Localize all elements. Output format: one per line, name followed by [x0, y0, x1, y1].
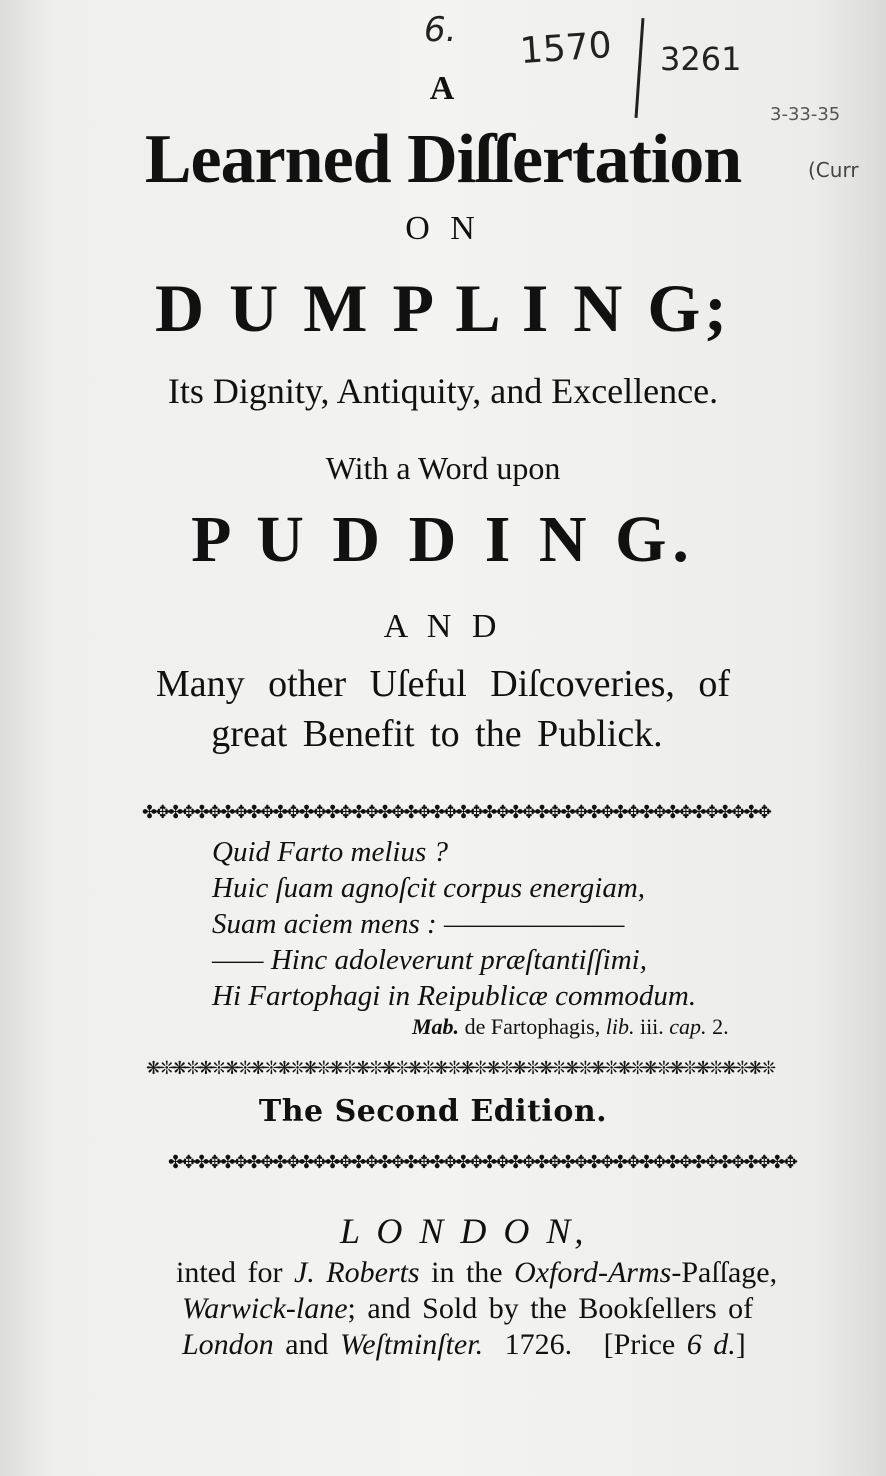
imprint-line1-mid: in the — [431, 1256, 503, 1289]
imprint-city-westminster: Weſtminſter. — [340, 1328, 484, 1361]
title-tail-line2: great Benefit to the Publick. — [211, 713, 663, 755]
imprint-price-value: 6 d. — [686, 1328, 736, 1361]
imprint-city: L O N D O N, — [340, 1211, 588, 1251]
imprint-line1-pre: inted for — [176, 1256, 283, 1289]
epigraph-line-2: Huic ſuam agnoſcit corpus energiam, — [212, 872, 646, 904]
imprint-line-3 — [182, 1328, 746, 1362]
epigraph-attribution — [412, 1014, 729, 1040]
epigraph — [212, 834, 772, 1014]
epigraph-line-1: Quid Farto melius ? — [212, 836, 449, 868]
attribution-chapter: cap. — [669, 1014, 707, 1039]
ornament-rule-top: ✤✥✤✥✤✥✤✥✤✥✤✥✤✥✤✥✤✥✤✥✤✥✤✥✤✥✤✥✤✥✤✥✤✥✤✥✤✥✤✥✤✥✤✥✤✥✤✥ — [142, 802, 770, 823]
imprint-line1-post: Paſſage, — [681, 1256, 778, 1289]
ornament-rule-bottom: ✤✥✤✥✤✥✤✥✤✥✤✥✤✥✤✥✤✥✤✥✤✥✤✥✤✥✤✥✤✥✤✥✤✥✤✥✤✥✤✥✤✥✤✥✤✥✤✥ — [168, 1152, 796, 1173]
title-tail-line1: Many other Uſeful Diſcoveries, of — [155, 663, 731, 705]
handwritten-number: 6. — [424, 10, 457, 50]
imprint-line-1 — [176, 1256, 777, 1290]
edition-statement: The Second Edition. — [258, 1094, 608, 1129]
imprint-line-2 — [182, 1292, 753, 1326]
imprint-printer-name: J. Roberts — [293, 1256, 420, 1289]
title-on: O N — [405, 210, 481, 247]
handwritten-shelfmark-left: 1570 — [518, 24, 613, 73]
imprint-year: 1726. — [504, 1328, 573, 1361]
handwritten-margin-numbers: 3-33-35 — [770, 104, 841, 125]
imprint-line1-place: Oxford-Arms- — [514, 1256, 682, 1289]
title-article: A — [429, 70, 457, 107]
handwritten-margin-note: (Curr — [808, 158, 859, 182]
attribution-work: de Fartophagis, — [464, 1014, 601, 1039]
attribution-chapter-num: 2. — [712, 1014, 729, 1039]
title-subject: D U M P L I N G; — [155, 270, 731, 346]
imprint-city-london: London — [182, 1328, 274, 1361]
title-subtitle: Its Dignity, Antiquity, and Excellence. — [167, 371, 719, 411]
attribution-book: lib. — [605, 1014, 635, 1039]
title-and: A N D — [383, 608, 503, 645]
title-main: Learned Diſſertation — [144, 121, 742, 198]
imprint-and: and — [285, 1328, 329, 1361]
title-with-word: With a Word upon — [325, 450, 561, 486]
imprint-price-close: ] — [735, 1328, 746, 1361]
attribution-author: Mab. — [412, 1014, 460, 1039]
title-second-subject: P U D D I N G. — [191, 503, 695, 576]
imprint-line2-place: Warwick-lane — [182, 1292, 348, 1325]
imprint-price-open: [Price — [603, 1328, 676, 1361]
ornament-rule-middle: ❋❊❋❊❋❊❋❊❋❊❋❊❋❊❋❊❋❊❋❊❋❊❋❊❋❊❋❊❋❊❋❊❋❊❋❊❋❊❋❊❋❊❋❊❋❊❋❊ — [146, 1058, 774, 1079]
imprint-line2-post: ; and Sold by the Bookſellers of — [347, 1292, 754, 1325]
epigraph-line-4: —— Hinc adoleverunt præſtantiſſimi, — [212, 944, 647, 976]
attribution-book-num: iii. — [639, 1014, 664, 1039]
handwritten-shelfmark-right: 3261 — [660, 40, 742, 78]
epigraph-line-5: Hi Fartophagi in Reipublicæ commodum. — [212, 980, 697, 1012]
epigraph-line-3: Suam aciem mens : ——————— — [212, 908, 625, 940]
